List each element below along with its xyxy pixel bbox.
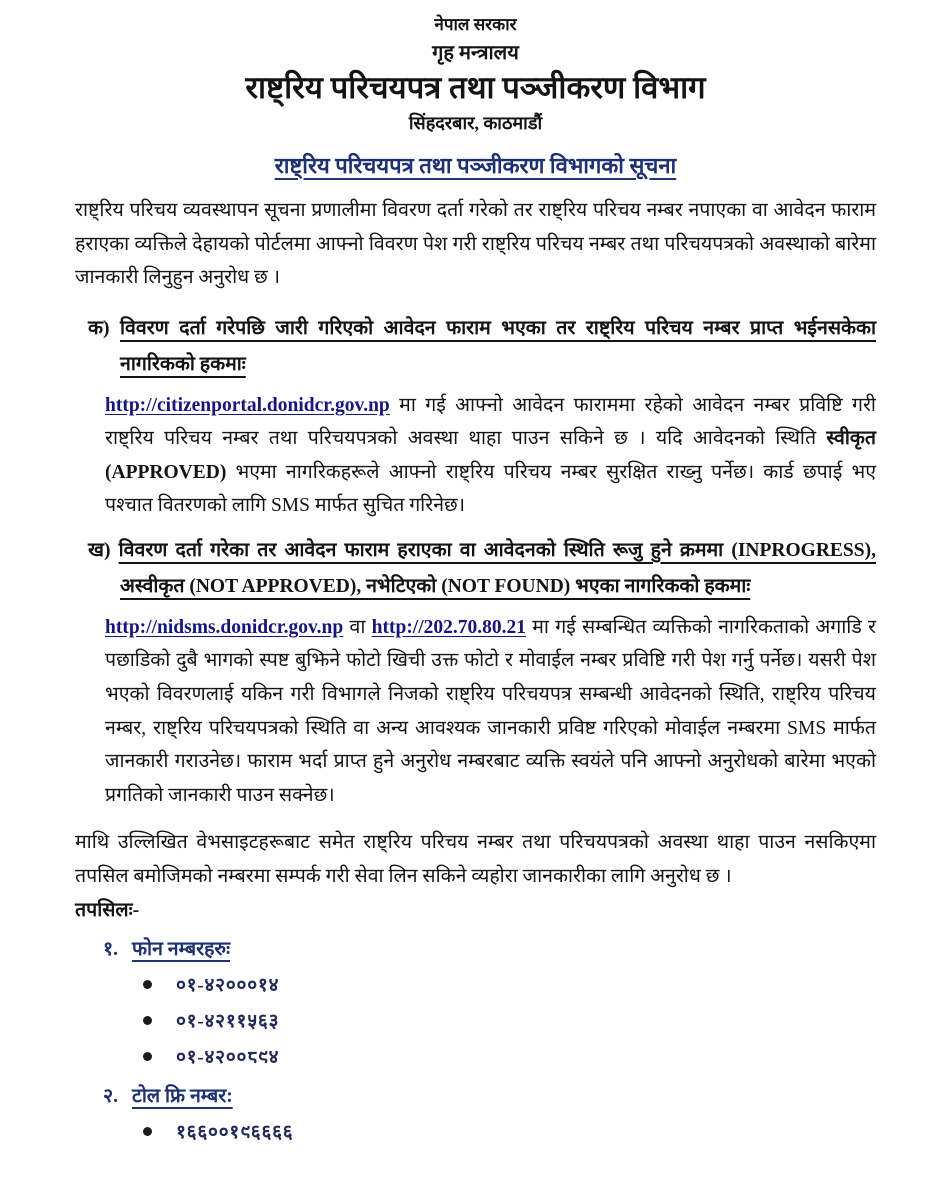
phone-number: ०१-४२११५६३ bbox=[176, 1011, 280, 1033]
bullet-icon bbox=[143, 1052, 152, 1061]
phone-number: ०१-४२००८९४ bbox=[176, 1047, 280, 1069]
tollfree-number: १६६००१९६६६६ bbox=[176, 1122, 294, 1144]
phone-number-list bbox=[103, 971, 876, 1069]
notice-title: राष्ट्रिय परिचयपत्र तथा पञ्जीकरण विभागको सूचना bbox=[274, 152, 677, 178]
department-name: राष्ट्रिय परिचयपत्र तथा पञ्जीकरण विभाग bbox=[245, 69, 706, 105]
contact-group-number: २. bbox=[103, 1086, 119, 1108]
contact-group-number: १. bbox=[103, 939, 119, 961]
section-a-heading: विवरण दर्ता गरेपछि जारी गरिएको आवेदन फाराम भएका तर राष्ट्रिय परिचय नम्बर प्राप्त भईनसकेका नागरिकको हकमाः bbox=[119, 317, 877, 375]
list-item bbox=[143, 1118, 876, 1144]
contact-group-heading-row bbox=[103, 1081, 876, 1108]
list-item bbox=[143, 1007, 876, 1033]
contact-list bbox=[75, 934, 876, 1144]
section-b bbox=[88, 533, 876, 812]
section-b-heading-row bbox=[88, 533, 876, 605]
phone-number: ०१-४२०००१४ bbox=[176, 975, 280, 997]
section-b-body bbox=[88, 611, 876, 812]
body-text: मा गई सम्बन्धित व्यक्तिको नागरिकताको अगाडि र पछाडिको दुबै भागको स्पष्ट बुझिने फोटो खिची उक्त फोटो र मोवाईल नम्बर प्रविष्टि गरी पेश गर्नु पर्नेछ। यसरी पेश भएको विवरणलाई यकिन गरी विभागले निजको राष्ट्रिय परिचयपत्र सम्बन्धी आवेदनको स्थिति, राष्ट्रिय परिचय नम्बर, राष्ट्रिय परिचयपत्रको स्थिति वा अन्य आवश्यक जानकारी प्रविष्ट गरिएको मोवाईल नम्बरमा SMS मार्फत जानकारी गराउनेछ। फाराम भर्दा प्राप्त हुने अनुरोध नम्बरबाट व्यक्ति स्वयंले पनि आफ्नो अनुरोधको बारेमा भएको प्रगतिको जानकारी पाउन सक्नेछ। bbox=[105, 616, 876, 806]
body-text: भएमा नागरिकहरूले आफ्नो राष्ट्रिय परिचय नम्बर सुरक्षित राख्नु पर्नेछ। कार्ड छपाई भए पश्चात वितरणको लागि SMS मार्फत सुचित गरिनेछ। bbox=[105, 461, 876, 517]
intro-paragraph: राष्ट्रिय परिचय व्यवस्थापन सूचना प्रणालीमा विवरण दर्ता गरेको तर राष्ट्रिय परिचय नम्बर नपाएका वा आवेदन फाराम हराएका व्यक्तिले देहायको पोर्टलमा आफ्नो विवरण पेश गरी राष्ट्रिय परिचय नम्बर तथा परिचयपत्रको अवस्थाको बारेमा जानकारी लिनुहुन अनुरोध छ । bbox=[75, 199, 876, 289]
section-b-heading: विवरण दर्ता गरेका तर आवेदन फाराम हराएका वा आवेदनको स्थिति रूजु हुने क्रममा (INPROGRESS), अस्वीकृत (NOT APPROVED), नभेटिएको (NOT FOUND) भएका नागरिकको हकमाः bbox=[118, 539, 876, 597]
list-item bbox=[143, 1043, 876, 1069]
contact-group-heading: फोन नम्बरहरुः bbox=[132, 939, 231, 961]
bullet-icon bbox=[143, 980, 152, 989]
section-a bbox=[88, 311, 876, 523]
doc-link[interactable]: http://nidsms.donidcr.gov.np bbox=[105, 616, 344, 638]
doc-link[interactable]: http://202.70.80.21 bbox=[371, 616, 527, 638]
section-b-marker: ख) bbox=[88, 539, 111, 561]
section-a-marker: क) bbox=[88, 317, 110, 339]
department-address: सिंहदरबार, काठमाडौं bbox=[408, 112, 543, 133]
document-header bbox=[75, 14, 876, 135]
doc-link[interactable]: http://citizenportal.donidcr.gov.np bbox=[105, 394, 390, 416]
contact-group-heading-row bbox=[103, 934, 876, 961]
body-text: मा गई आफ्नो आवेदन फाराममा रहेको आवेदन नम्बर प्रविष्टि गरी राष्ट्रिय परिचय नम्बर तथा परिचयपत्रको अवस्था थाहा पाउन सकिने छ । यदि आवेदनको स्थिति bbox=[105, 394, 876, 450]
section-a-body bbox=[88, 389, 876, 523]
notice-title-row bbox=[75, 150, 876, 180]
section-a-heading-row bbox=[88, 311, 876, 383]
body-text: वा bbox=[343, 616, 372, 638]
government-name: नेपाल सरकार bbox=[434, 15, 517, 34]
tollfree-number-list bbox=[103, 1118, 876, 1144]
emphasized-text: स्वीकृत (APPROVED) bbox=[105, 428, 876, 483]
contact-group-heading: टोल फ्रि नम्बर: bbox=[132, 1086, 233, 1108]
bullet-icon bbox=[143, 1127, 152, 1136]
list-item bbox=[143, 971, 876, 997]
bullet-icon bbox=[143, 1016, 152, 1025]
contact-group-phone bbox=[103, 934, 876, 1069]
closing-paragraph: माथि उल्लिखित वेभसाइटहरूबाट समेत राष्ट्रिय परिचय नम्बर तथा परिचयपत्रको अवस्था थाहा पाउन नसकिएमा तपसिल बमोजिमको नम्बरमा सम्पर्क गरी सेवा लिन सकिने व्यहोरा जानकारीका लागि अनुरोध छ । bbox=[75, 832, 876, 887]
ministry-name: गृह मन्त्रालय bbox=[432, 41, 519, 64]
tapasil-label: तपसिलः- bbox=[75, 900, 140, 922]
contact-group-tollfree bbox=[103, 1081, 876, 1144]
